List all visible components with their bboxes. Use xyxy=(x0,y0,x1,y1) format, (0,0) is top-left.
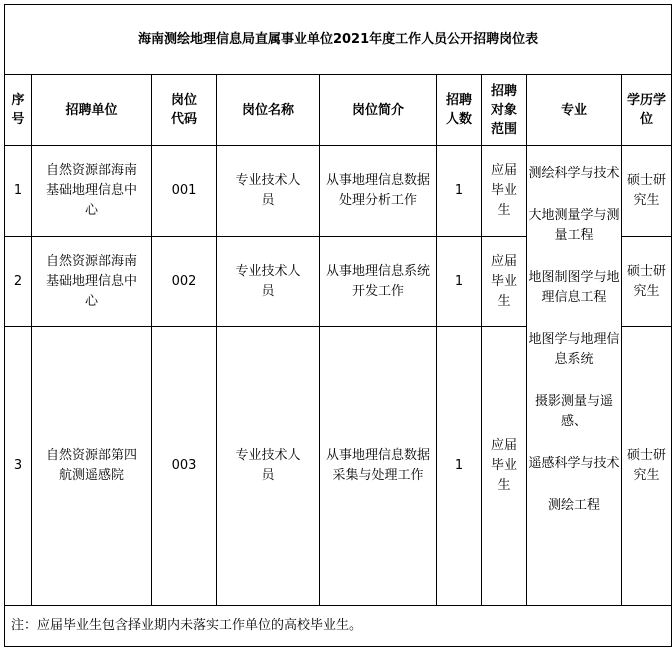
row-intro-text: 从事地理信息数据处理分析工作 xyxy=(326,173,431,208)
row-degree xyxy=(622,146,672,237)
row-unit-text: 自然资源部海南基础地理信息中心 xyxy=(45,253,137,309)
row-seq: 3 xyxy=(5,327,32,606)
header-code-text: 岗位代码 xyxy=(170,93,197,127)
row-unit-text: 自然资源部第四航测遥感院 xyxy=(45,448,137,483)
row-count: 1 xyxy=(437,327,482,606)
major-item: 大地测量学与测量工程 xyxy=(528,208,620,243)
row-name-text: 专业技术人员 xyxy=(235,448,301,483)
header-scope-text: 招聘对象范围 xyxy=(490,83,517,137)
header-major: 专业 xyxy=(527,75,622,146)
row-degree-text: 硕士研究生 xyxy=(627,448,667,483)
row-scope xyxy=(482,146,527,237)
header-degree-text: 学历学位 xyxy=(627,93,667,127)
row-name-text: 专业技术人员 xyxy=(235,263,301,299)
major-item: 遥感科学与技术 xyxy=(528,456,620,471)
major-item: 摄影测量与遥感、 xyxy=(534,394,613,429)
row-degree xyxy=(622,327,672,606)
row-degree-text: 硕士研究生 xyxy=(627,173,667,208)
row-scope-text: 应届毕业生 xyxy=(490,438,517,493)
header-row xyxy=(5,75,672,146)
row-intro xyxy=(320,146,437,237)
row-scope-text: 应届毕业生 xyxy=(490,163,517,218)
row-name xyxy=(217,237,320,327)
header-code xyxy=(152,75,217,146)
header-intro: 岗位简介 xyxy=(320,75,437,146)
row-unit xyxy=(32,327,152,606)
header-name: 岗位名称 xyxy=(217,75,320,146)
header-degree xyxy=(622,75,672,146)
row-code: 001 xyxy=(152,146,217,237)
table-row xyxy=(5,146,672,237)
row-scope-text: 应届毕业生 xyxy=(490,253,517,309)
row-name-text: 专业技术人员 xyxy=(235,173,301,208)
row-unit-text: 自然资源部海南基础地理信息中心 xyxy=(45,163,137,218)
row-intro xyxy=(320,327,437,606)
header-count-text: 招聘人数 xyxy=(445,93,472,127)
row-degree xyxy=(622,237,672,327)
major-item: 测绘工程 xyxy=(547,498,600,513)
row-scope xyxy=(482,327,527,606)
positions-table xyxy=(4,4,672,647)
row-intro-text: 从事地理信息系统开发工作 xyxy=(326,263,431,299)
row-code: 003 xyxy=(152,327,217,606)
table-title: 海南测绘地理信息局直属事业单位2021年度工作人员公开招聘岗位表 xyxy=(5,5,672,75)
major-list xyxy=(527,146,621,516)
major-item: 地图学与地理信息系统 xyxy=(528,332,620,367)
row-count: 1 xyxy=(437,237,482,327)
table-footnote: 注：应届毕业生包含择业期内未落实工作单位的高校毕业生。 xyxy=(5,606,672,647)
row-code: 002 xyxy=(152,237,217,327)
major-item: 地图制图学与地理信息工程 xyxy=(528,270,620,305)
row-intro-text: 从事地理信息数据采集与处理工作 xyxy=(326,448,431,483)
row-name xyxy=(217,327,320,606)
row-intro xyxy=(320,237,437,327)
header-unit: 招聘单位 xyxy=(32,75,152,146)
row-name xyxy=(217,146,320,237)
major-item: 测绘科学与技术 xyxy=(528,166,620,181)
row-degree-text: 硕士研究生 xyxy=(627,263,667,299)
row-unit xyxy=(32,146,152,237)
header-seq xyxy=(5,75,32,146)
row-seq: 1 xyxy=(5,146,32,237)
header-seq-text: 序号 xyxy=(11,93,25,127)
row-seq: 2 xyxy=(5,237,32,327)
header-count xyxy=(437,75,482,146)
row-count: 1 xyxy=(437,146,482,237)
row-unit xyxy=(32,237,152,327)
row-scope xyxy=(482,237,527,327)
major-cell xyxy=(527,146,622,606)
header-scope xyxy=(482,75,527,146)
